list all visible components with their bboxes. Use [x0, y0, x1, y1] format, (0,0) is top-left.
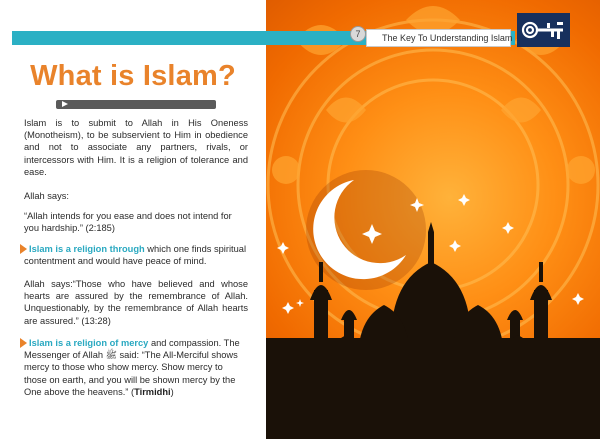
paragraph-allah-says: Allah says: [24, 191, 69, 201]
paragraph-mercy [24, 337, 248, 398]
page-title: What is Islam? [30, 60, 236, 92]
key-logo [517, 13, 570, 47]
paragraph-quote-hearts: Allah says:“Those who have believed and whose hearts are assured by the remembrance of Allah. Unquestionably, by the remembrance of Allah hearts are assured.” (13:28) [24, 279, 248, 326]
source-tirmidhi: Tirmidhi [134, 386, 171, 397]
highlight-religion-through: Islam is a religion through [29, 244, 145, 254]
book-title: The Key To Understanding Islam [382, 33, 513, 43]
paragraph-definition: Islam is to submit to Allah in His Oneness (Monotheism), to be subservient to Him in obedience and not to associate any partners, rivals, or intercessors with Him. It is a religion of tolerance and ease. [24, 118, 248, 177]
highlight-religion-mercy: Islam is a religion of mercy [29, 338, 149, 348]
paragraph-contentment-text: which one finds spiritual contentment and would have peace of mind. [24, 244, 247, 267]
paragraph-quote-ease: “Allah intends for you ease and does not intend for you hardship.” (2:185) [24, 211, 232, 234]
key-icon [517, 13, 570, 47]
page-number: 7 [350, 26, 366, 42]
paragraph-contentment [24, 243, 248, 267]
paragraph-mercy-text: and compassion. The Messenger of Allah ﷺ said: “The All-Merciful shows mercy to those who show mercy. Show mercy to those on earth, and you will be shown mercy by the One above the heavens.” ( [24, 338, 240, 397]
arrow-bullet-icon [20, 244, 27, 254]
mosque-illustration [266, 0, 600, 439]
paragraph-mercy-end: ) [170, 386, 174, 397]
audio-player[interactable] [56, 100, 216, 109]
play-icon[interactable] [62, 101, 68, 107]
arrow-bullet-icon [20, 338, 27, 348]
